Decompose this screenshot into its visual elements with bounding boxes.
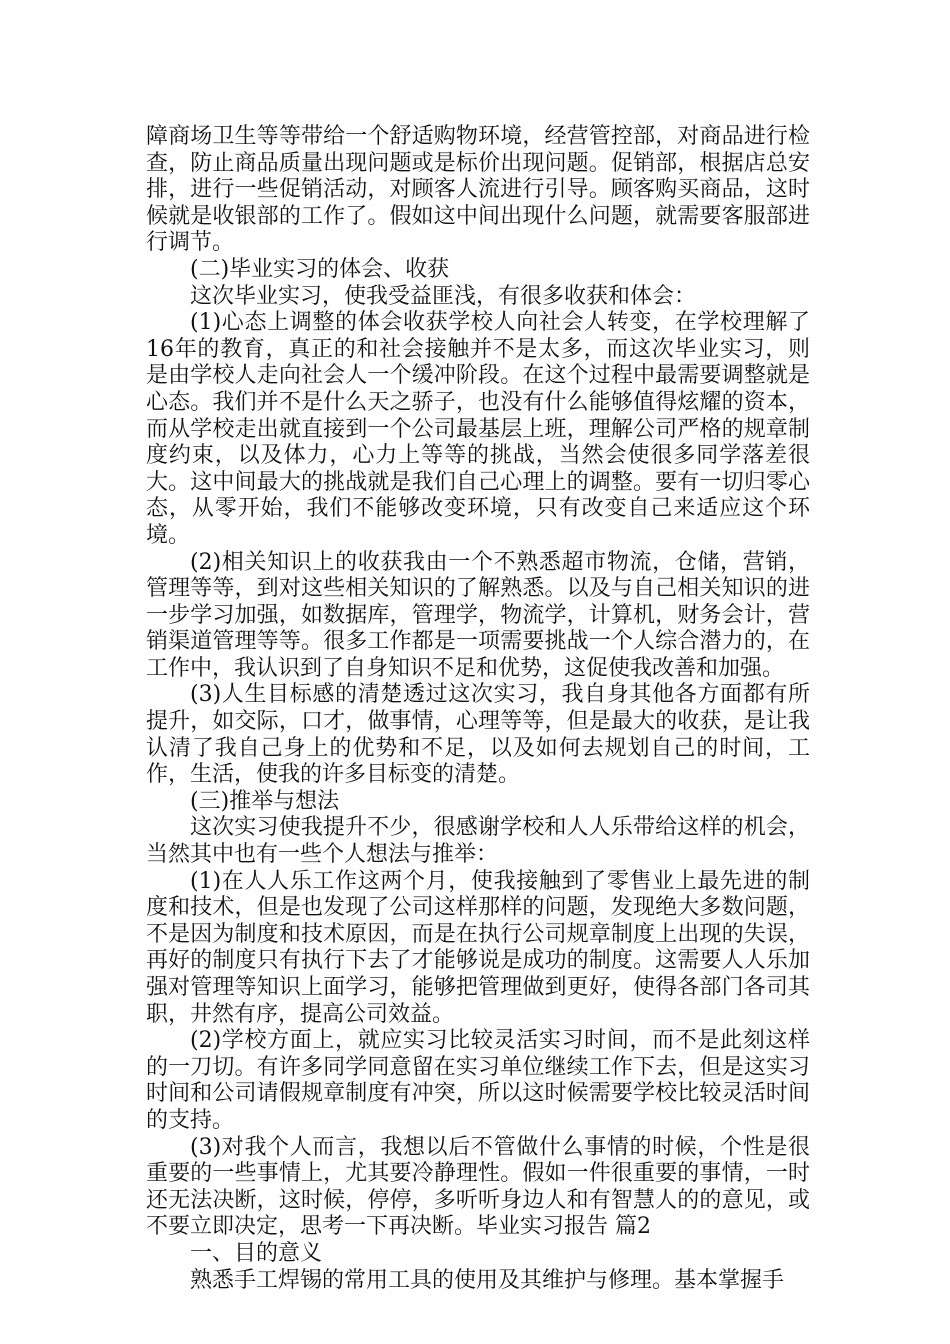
paragraph-suggestions-intro: 这次实习使我提升不少，很感谢学校和人人乐带给这样的机会，当然其中也有一些个人想法与推举： [146,815,810,868]
paragraph-suggestion-school: (2)学校方面上，就应实习比较灵活实习时间，而不是此刻这样的一刀切。有许多同学同意留在实习单位继续工作下去，但是这实习时间和公司请假规章制度有冲突，所以这时候需要学校比较灵活时间的支持。 [146,1028,810,1133]
heading-experience-gains: (二)毕业实习的体会、收获 [190,256,450,282]
document-body [146,124,810,1294]
paragraph-life-goals: (3)人生目标感的清楚透过这次实习，我自身其他各方面都有所提升，如交际，口才，做事情，心理等等，但是最大的收获，是让我认清了我自己身上的优势和不足，以及如何去规划自己的时间，工作，生活，使我的许多目标变的清楚。 [146,682,810,788]
paragraph-suggestion-company: (1)在人人乐工作这两个月，使我接触到了零售业上最先进的制度和技术，但是也发现了公司这样那样的问题，发现绝大多数问题，不是因为制度和技术原因，而是在执行公司规章制度上出现的失误，再好的制度只有执行下去了才能够说是成功的制度。这需要人人乐加强对管理等知识上面学习，能够把管理做到更好，使得各部门各司其职，井然有序，提高公司效益。 [146,868,810,1027]
paragraph-store-departments: 障商场卫生等等带给一个舒适购物环境，经营管控部，对商品进行检查，防止商品质量出现问题或是标价出现问题。促销部，根据店总安排，进行一些促销活动，对顾客人流进行引导。顾客购买商品，这时候就是收银部的工作了。假如这中间出现什么问题，就需要客服部进行调节。 [146,124,810,256]
paragraph-purpose: 熟悉手工焊锡的常用工具的使用及其维护与修理。基本掌握手 [190,1267,785,1293]
heading-purpose: 一、目的意义 [190,1240,323,1266]
paragraph-knowledge: (2)相关知识上的收获我由一个不熟悉超市物流，仓储，营销，管理等等，到对这些相关知识的了解熟悉。以及与自己相关知识的进一步学习加强，如数据库，管理学，物流学，计算机，财务会计，营销渠道管理等等。很多工作都是一项需要挑战一个人综合潜力的，在工作中，我认识到了自身知识不足和优势，这促使我改善和加强。 [146,549,810,681]
paragraph-suggestion-personal: (3)对我个人而言，我想以后不管做什么事情的时候，个性是很重要的一些事情上，尤其要冷静理性。假如一件很重要的事情，一时还无法决断，这时候，停停，多听听身边人和有智慧人的的意见，或不要立即决定，思考一下再决断。毕业实习报告 篇2 [146,1134,810,1240]
paragraph-intro-gains: 这次毕业实习，使我受益匪浅，有很多收获和体会： [190,283,697,309]
paragraph-mindset: (1)心态上调整的体会收获学校人向社会人转变，在学校理解了16年的教育，真正的和社会接触并不是太多，而这次毕业实习，则是由学校人走向社会人一个缓冲阶段。在这个过程中最需要调整就是心态。我们并不是什么天之骄子，也没有什么能够值得炫耀的资本，而从学校走出就直接到一个公司最基层上班，理解公司严格的规章制度约束，以及体力，心力上等等的挑战，当然会使很多同学落差很大。这中间最大的挑战就是我们自己心理上的调整。要有一切归零心态，从零开始，我们不能够改变环境，只有改变自己来适应这个环境。 [146,310,810,548]
heading-suggestions: (三)推举与想法 [190,788,340,814]
